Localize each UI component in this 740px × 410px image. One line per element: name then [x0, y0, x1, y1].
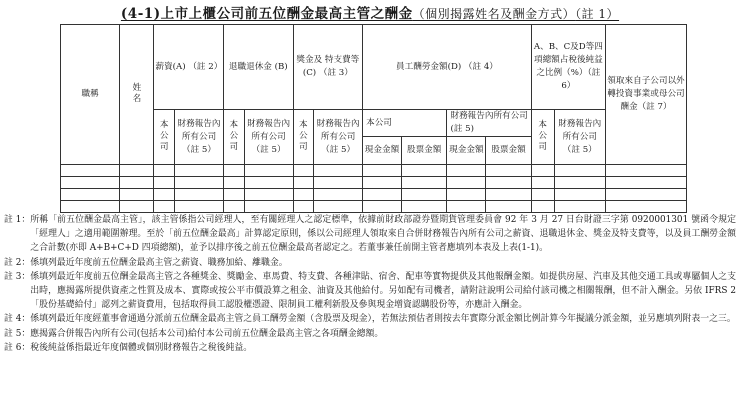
- title-sub: （個別揭露姓名及酬金方式）: [412, 7, 576, 21]
- footnote-text: 係填列最近年度經董事會通過分派前五位酬金最高主管之員工酬勞金額（含股票及現金），若無法預估者則按去年實際分派金額比例計算今年擬議分派金額，並另應填列附表一之三。: [30, 314, 736, 325]
- bonus-consolidated: 財務報告內所有公司（註 5）: [314, 110, 363, 165]
- footnote-text: 稅後純益係指最近年度個體或個別財務報告之稅後純益。: [30, 342, 253, 353]
- header-pension: 退職退休金 (B): [224, 25, 294, 110]
- ratio-consolidated: 財務報告內所有公司（註 5）: [554, 110, 605, 165]
- footnote-3: [4, 270, 736, 313]
- footnote-text: 應揭露合併報告內所有公司(包括本公司)給付本公司前五位酬金最高主管之各項酬金總額。: [30, 328, 384, 339]
- employee-consolidated: 財務報告內所有公司(註 5): [447, 110, 531, 137]
- footnote-label: 註 1：: [4, 215, 31, 225]
- pension-company: 本公司: [224, 110, 245, 165]
- footnotes: [4, 213, 736, 355]
- footnote-text: 係填列最近年度前五位酬金最高主管之薪資、職務加給、離職金。: [30, 257, 288, 268]
- header-title-col: 職稱: [61, 25, 120, 165]
- title-note-ref: （註 1）: [575, 7, 620, 21]
- footnote-text: 係填列最近年度前五位酬金最高主管之各種獎金、獎勵金、車馬費、特支費、各種津貼、宿舍、配車等實物提供及其他報酬金額。如提供房屋、汽車及其他交通工具或專屬個人之支出時，應揭露所提供資產之性質及成本、實際或按公平市價設算之租金、油資及其他給付。另如配有司機者，請附註說明公司給付該司機之相關報酬，但不計入酬金。另依 IFRS 2「股份基礎給付」認列之薪資費用，包括取得員工認股權憑證、限制員工權利新股及參與現金增資認購股份等，亦應計入酬金。: [30, 271, 736, 311]
- emp-consol-cash: 現金金額: [447, 137, 486, 165]
- bonus-company: 本公司: [293, 110, 314, 165]
- compensation-table: [60, 24, 687, 213]
- employee-company: 本公司: [363, 110, 447, 137]
- footnote-4: [4, 312, 736, 326]
- ratio-company: 本公司: [531, 110, 554, 165]
- header-row-2: [61, 110, 687, 137]
- footnote-1: [4, 213, 736, 256]
- header-name-col: 姓名: [120, 25, 154, 165]
- footnote-label: 註 4：: [4, 314, 31, 325]
- header-employee-comp: 員工酬勞金額(D) （註 4）: [363, 25, 532, 110]
- emp-company-cash: 現金金額: [363, 137, 402, 165]
- header-external-comp: 領取來自子公司以外轉投資事業或母公司酬金（註 7）: [605, 25, 686, 165]
- footnote-label: 註 5：: [4, 328, 31, 339]
- footnote-label: 註 3：: [4, 271, 31, 282]
- footnote-text: 所稱「前五位酬金最高主管」，該主管係指公司經理人，至有關經理人之認定標準，依據前財政部證券暨期貨管理委員會 92 年 3 月 27 日台財證三字第 0920001301 號函令規定「經理人」之適用範圍辦理。至於「前五位酬金最高」計算認定原則，係以公司經理人領取來自合併財務報告內所有公司之薪資、退職退休金、獎金及特支費等，以及員工酬勞金額之合計數(亦即 A+B+C+D 四項總額)，並予以排序後之前五位酬金最高者認定之。若董事兼任前開主管者應填列本表及上表(1-1)。: [30, 215, 736, 254]
- header-salary: 薪資(A) （註 2）: [154, 25, 224, 110]
- footnote-2: [4, 256, 736, 270]
- header-ratio: A、B、C及D等四項總額占稅後純益之比例（%）（註 6）: [531, 25, 605, 110]
- footnote-label: 註 2：: [4, 257, 31, 268]
- emp-company-stock: 股票金額: [401, 137, 447, 165]
- header-bonus: 獎金及 特支費等 (C) （註 3）: [293, 25, 363, 110]
- emp-consol-stock: 股票金額: [486, 137, 532, 165]
- pension-consolidated: 財務報告內所有公司（註 5）: [244, 110, 293, 165]
- table-row: [61, 177, 687, 189]
- footnote-label: 註 6：: [4, 342, 31, 353]
- page-title: [0, 2, 740, 22]
- table-row: [61, 165, 687, 177]
- title-main: (4-1)上市上櫃公司前五位酬金最高主管之酬金: [120, 6, 413, 22]
- table-row: [61, 201, 687, 213]
- table-row: [61, 189, 687, 201]
- footnote-6: [4, 341, 736, 355]
- header-row-1: [61, 25, 687, 110]
- salary-consolidated: 財務報告內所有公司（註 5）: [175, 110, 224, 165]
- footnote-5: [4, 327, 736, 341]
- salary-company: 本公司: [154, 110, 175, 165]
